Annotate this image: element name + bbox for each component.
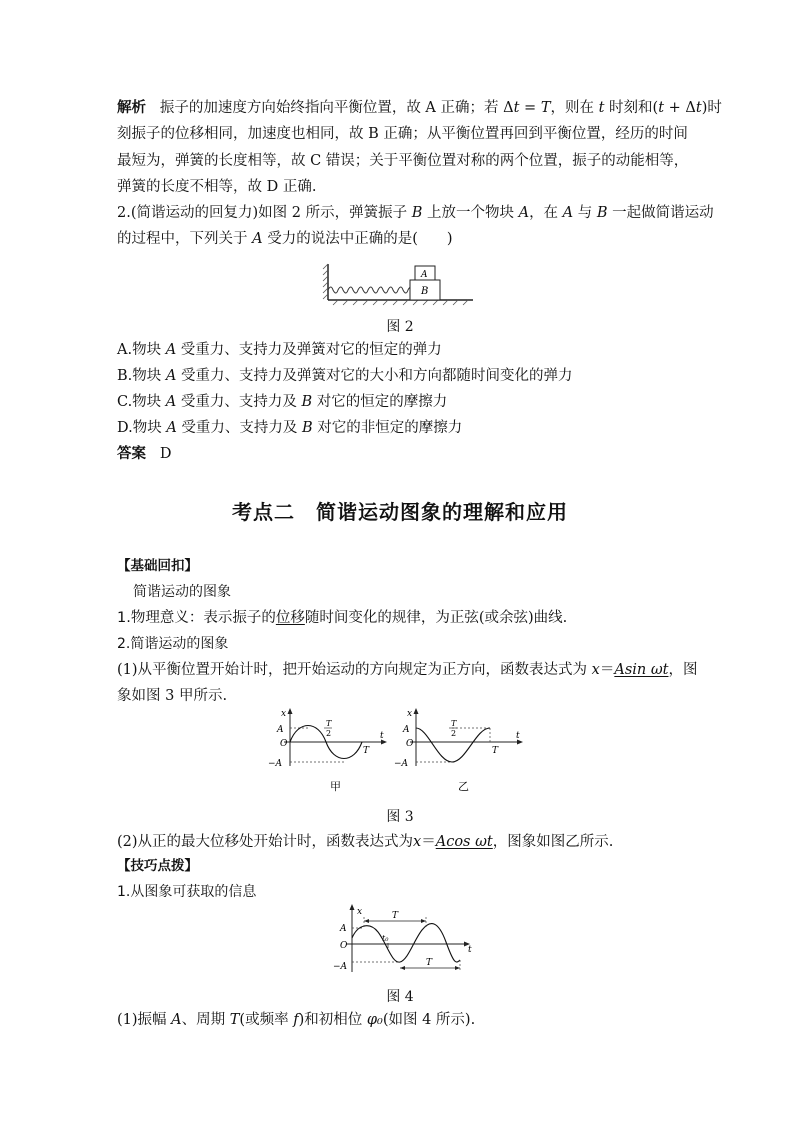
basics-p5 bbox=[117, 832, 613, 852]
right-graph-caption: 乙 bbox=[458, 780, 469, 793]
option-text: 对它的恒定的摩擦力 bbox=[312, 394, 448, 410]
neg-amp-label: −A bbox=[333, 962, 348, 972]
basics-p2: 2.简谐运动的图象 bbox=[117, 636, 229, 652]
var-T: T bbox=[540, 100, 551, 116]
tips-header: 【技巧点拨】 bbox=[117, 858, 198, 874]
var-t: t bbox=[658, 100, 665, 116]
origin-label: O bbox=[340, 941, 348, 951]
underlined-answer: Asin ωt bbox=[614, 662, 669, 678]
option-text: 受重力、支持力及弹簧对它的恒定的弹力 bbox=[176, 342, 442, 358]
tips-text: (如图 4 所示). bbox=[382, 1012, 476, 1028]
analysis-text: ，则在 bbox=[550, 100, 599, 116]
var-t: t bbox=[513, 100, 520, 116]
var-B: B bbox=[301, 394, 313, 410]
var-t: t bbox=[695, 100, 702, 116]
equals: = bbox=[519, 100, 541, 116]
option-B bbox=[117, 366, 572, 386]
basics-text: (1)从平衡位置开始计时，把开始运动的方向规定为正方向，函数表达式为 bbox=[117, 662, 592, 678]
figure-3-caption: 图 3 bbox=[386, 809, 414, 825]
var-A: A bbox=[165, 368, 177, 384]
analysis-text: 时刻和( bbox=[604, 100, 659, 116]
var-A: A bbox=[562, 205, 574, 221]
half-period-den: 2 bbox=[326, 729, 332, 738]
analysis-text: 振子的加速度方向始终指向平衡位置，故 A 正确；若 Δ bbox=[159, 100, 514, 116]
var-A: A bbox=[165, 394, 177, 410]
var-A: A bbox=[518, 205, 530, 221]
var-B: B bbox=[302, 420, 313, 436]
neg-amp-label: −A bbox=[394, 759, 409, 769]
option-A bbox=[117, 340, 442, 360]
question-text: 2.(简谐运动的回复力)如图 2 所示，弹簧振子 bbox=[117, 205, 412, 221]
t-axis-label: t bbox=[380, 731, 384, 741]
answer-value: D bbox=[159, 446, 172, 462]
x-axis-label: x bbox=[407, 709, 413, 719]
block-A-label: A bbox=[421, 270, 428, 280]
underlined-answer: Acos ωt bbox=[435, 834, 493, 850]
analysis-line-4: 弹簧的长度不相等，故 D 正确. bbox=[117, 179, 317, 195]
analysis-line-3: 最短为，弹簧的长度相等，故 C 错误；关于平衡位置对称的两个位置，振子的动能相等， bbox=[117, 153, 689, 169]
basics-text: 1.物理意义：表示振子的 bbox=[117, 610, 276, 626]
var-T: T bbox=[229, 1012, 240, 1028]
amp-label: A bbox=[340, 924, 347, 934]
figure-3-graphs bbox=[262, 706, 532, 796]
t-axis-label: t bbox=[468, 945, 472, 955]
var-A: A bbox=[165, 342, 177, 358]
basics-text: (2)从正的最大位移处开始计时，函数表达式为 bbox=[117, 834, 414, 850]
answer-label: 答案 bbox=[117, 446, 146, 462]
graph-sine bbox=[268, 708, 387, 769]
analysis-line-1 bbox=[117, 98, 722, 118]
graph-cosine bbox=[394, 708, 523, 769]
amp-label: A bbox=[277, 725, 284, 735]
analysis-text: + Δ bbox=[664, 100, 696, 116]
tips-p2 bbox=[117, 1010, 475, 1030]
basics-header: 【基础回扣】 bbox=[117, 558, 198, 574]
neg-amp-label: −A bbox=[268, 759, 283, 769]
equals: ＝ bbox=[599, 662, 615, 678]
half-period-den: 2 bbox=[451, 729, 457, 738]
figure-2-spring-oscillator bbox=[318, 260, 478, 306]
var-x: x bbox=[591, 662, 600, 678]
option-text: 受重力、支持力及弹簧对它的大小和方向都随时间变化的弹力 bbox=[176, 368, 573, 384]
figure-2-caption: 图 2 bbox=[386, 319, 414, 335]
question-2-line-1 bbox=[117, 203, 714, 223]
period-label: T bbox=[363, 746, 370, 756]
var-A: A bbox=[252, 231, 263, 247]
option-text: B.物块 bbox=[117, 368, 166, 384]
tips-text: (1)振幅 bbox=[117, 1012, 172, 1028]
basics-p1 bbox=[117, 608, 567, 628]
x-axis-label: x bbox=[357, 907, 363, 917]
origin-label: O bbox=[406, 739, 414, 749]
basics-p3 bbox=[117, 660, 698, 680]
question-text: 上放一个物块 bbox=[422, 205, 519, 221]
x-axis-label: x bbox=[281, 709, 287, 719]
answer-line bbox=[117, 444, 171, 464]
tips-p1: 1.从图象可获取的信息 bbox=[117, 884, 257, 900]
var-t: t bbox=[598, 100, 605, 116]
question-text: 一起做简谐运动 bbox=[607, 205, 714, 221]
var-A: A bbox=[166, 420, 177, 436]
basics-text: ，图象如图乙所示. bbox=[492, 834, 614, 850]
var-phi0: φ₀ bbox=[366, 1012, 383, 1028]
var-B: B bbox=[411, 205, 423, 221]
period-label: T bbox=[492, 746, 499, 756]
t0-label: t₀ bbox=[382, 934, 389, 943]
option-text: 对它的非恒定的摩擦力 bbox=[312, 420, 463, 436]
t-axis-label: t bbox=[516, 731, 520, 741]
tips-text: )和初相位 bbox=[298, 1012, 367, 1028]
option-text: A.物块 bbox=[117, 342, 166, 358]
var-B: B bbox=[596, 205, 608, 221]
period-label-top: T bbox=[392, 911, 399, 921]
analysis-line-2: 刻振子的位移相同，加速度也相同，故 B 正确；从平衡位置再回到平衡位置，经历的时间 bbox=[117, 126, 688, 142]
amp-label: A bbox=[403, 725, 410, 735]
half-period-num: T bbox=[451, 719, 457, 728]
var-A: A bbox=[171, 1012, 182, 1028]
half-period-num: T bbox=[326, 719, 332, 728]
tips-text: (或频率 bbox=[239, 1012, 294, 1028]
option-text: 受重力、支持力及 bbox=[176, 394, 302, 410]
origin-label: O bbox=[280, 739, 288, 749]
basics-text: 随时间变化的规律，为正弦(或余弦)曲线. bbox=[304, 610, 568, 626]
question-2-line-2 bbox=[117, 229, 453, 249]
option-text: 受重力、支持力及 bbox=[176, 420, 303, 436]
var-x: x bbox=[413, 834, 422, 850]
option-text: C.物块 bbox=[117, 394, 166, 410]
basics-text: ，图 bbox=[668, 662, 698, 678]
analysis-label: 解析 bbox=[117, 100, 146, 116]
option-C bbox=[117, 392, 447, 412]
analysis-text: )时 bbox=[701, 100, 722, 116]
question-text: ，在 bbox=[529, 205, 563, 221]
wave-curve bbox=[352, 924, 460, 963]
figure-4-caption: 图 4 bbox=[386, 989, 414, 1005]
option-D bbox=[117, 418, 462, 438]
tips-text: 、周期 bbox=[181, 1012, 230, 1028]
block-B-label: B bbox=[421, 286, 429, 297]
figure-4-graph bbox=[330, 902, 480, 982]
question-text: 的过程中，下列关于 bbox=[117, 231, 253, 247]
underlined-answer: 位移 bbox=[275, 610, 305, 626]
var-f: f bbox=[293, 1012, 299, 1028]
basics-subheader: 简谐运动的图象 bbox=[133, 584, 231, 600]
left-graph-caption: 甲 bbox=[330, 780, 341, 793]
spring bbox=[328, 287, 418, 293]
question-text: 受力的说法中正确的是( ) bbox=[262, 231, 453, 247]
equals: ＝ bbox=[421, 834, 436, 850]
option-text: D.物块 bbox=[117, 420, 167, 436]
section-title: 考点二 简谐运动图象的理解和应用 bbox=[232, 500, 568, 524]
basics-p4: 象如图 3 甲所示. bbox=[117, 688, 228, 704]
period-label-bottom: T bbox=[426, 958, 433, 968]
question-text: 与 bbox=[573, 205, 597, 221]
